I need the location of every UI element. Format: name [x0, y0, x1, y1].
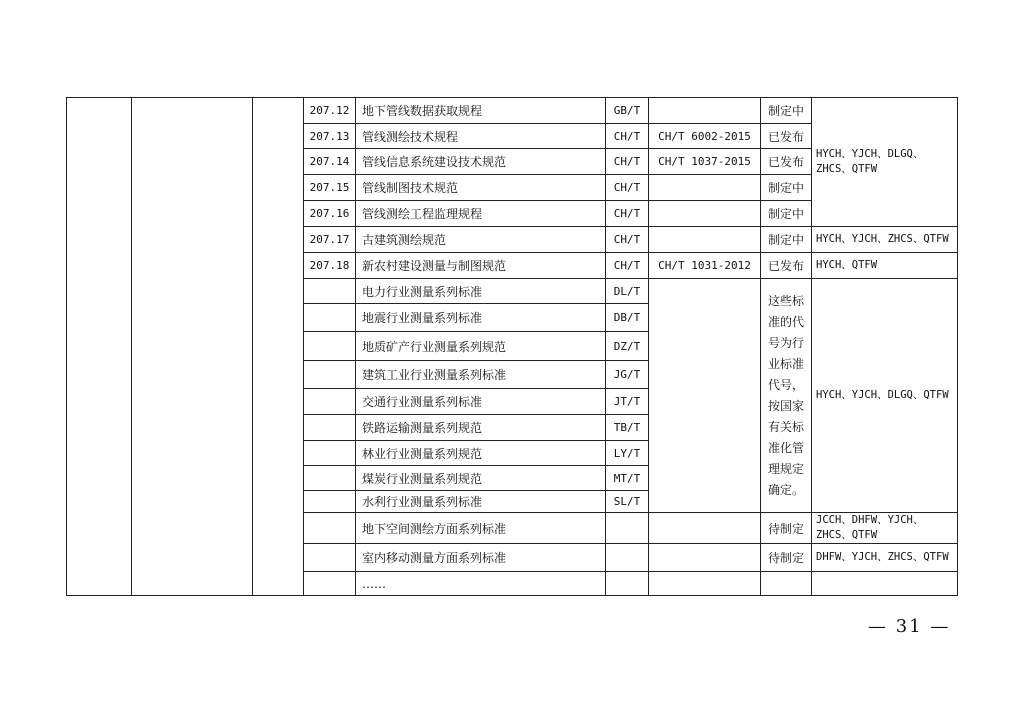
- standard-no: CH/T 1037-2015: [649, 149, 761, 175]
- standard-no: [649, 572, 761, 596]
- standard-number: [304, 466, 356, 491]
- units-cell: JCCH、DHFW、YJCH、ZHCS、QTFW: [812, 513, 958, 544]
- standard-number: 207.12: [304, 98, 356, 124]
- standard-name: 林业行业测量系列规范: [356, 441, 606, 466]
- standard-no: CH/T 6002-2015: [649, 124, 761, 149]
- standard-number: [304, 389, 356, 415]
- standard-no: [649, 175, 761, 201]
- standard-number: [304, 441, 356, 466]
- standard-code: CH/T: [606, 253, 649, 279]
- standard-number: 207.18: [304, 253, 356, 279]
- standard-name: 地下管线数据获取规程: [356, 98, 606, 124]
- standard-code: SL/T: [606, 491, 649, 513]
- units-cell: [812, 572, 958, 596]
- status-cell: 制定中: [761, 98, 812, 124]
- standard-number: 207.17: [304, 227, 356, 253]
- standard-number: [304, 415, 356, 441]
- standard-name: 铁路运输测量系列规范: [356, 415, 606, 441]
- standard-number: 207.15: [304, 175, 356, 201]
- standard-name: 电力行业测量系列标准: [356, 279, 606, 304]
- units-cell: HYCH、YJCH、ZHCS、QTFW: [812, 227, 958, 253]
- status-cell: [761, 572, 812, 596]
- status-cell: 制定中: [761, 227, 812, 253]
- standard-number: [304, 572, 356, 596]
- standard-number: 207.14: [304, 149, 356, 175]
- standard-name: 管线制图技术规范: [356, 175, 606, 201]
- standard-name: ……: [356, 572, 606, 596]
- standard-number: [304, 544, 356, 572]
- standard-number: 207.13: [304, 124, 356, 149]
- standard-code: LY/T: [606, 441, 649, 466]
- standard-code: JT/T: [606, 389, 649, 415]
- units-cell: DHFW、YJCH、ZHCS、QTFW: [812, 544, 958, 572]
- standard-name: 管线测绘工程监理规程: [356, 201, 606, 227]
- standard-number: [304, 513, 356, 544]
- blank-cell: [67, 98, 132, 596]
- status-cell: 已发布: [761, 253, 812, 279]
- standard-name: 新农村建设测量与制图规范: [356, 253, 606, 279]
- standard-name: 交通行业测量系列标准: [356, 389, 606, 415]
- standard-code: [606, 513, 649, 544]
- standard-name: 管线测绘技术规程: [356, 124, 606, 149]
- standard-code: CH/T: [606, 175, 649, 201]
- standard-number: [304, 304, 356, 332]
- standard-code: CH/T: [606, 149, 649, 175]
- standard-name: 地质矿产行业测量系列规范: [356, 332, 606, 361]
- standard-code: DB/T: [606, 304, 649, 332]
- standard-code: DL/T: [606, 279, 649, 304]
- status-cell: 已发布: [761, 149, 812, 175]
- standards-table: [66, 97, 958, 596]
- standard-name: 地下空间测绘方面系列标准: [356, 513, 606, 544]
- industry-note: 这些标准的代号为行业标准代号，按国家有关标准化管理规定确定。: [761, 279, 812, 513]
- units-cell: HYCH、QTFW: [812, 253, 958, 279]
- standard-number: [304, 332, 356, 361]
- standard-name: 管线信息系统建设技术规范: [356, 149, 606, 175]
- standard-name: 水利行业测量系列标准: [356, 491, 606, 513]
- standard-code: DZ/T: [606, 332, 649, 361]
- standard-code: JG/T: [606, 361, 649, 389]
- standard-name: 地震行业测量系列标准: [356, 304, 606, 332]
- status-cell: 制定中: [761, 175, 812, 201]
- status-cell: 制定中: [761, 201, 812, 227]
- page-number: — 31 —: [868, 616, 951, 637]
- units-cell: HYCH、YJCH、DLGQ、ZHCS、QTFW: [812, 98, 958, 227]
- standard-no: [649, 98, 761, 124]
- standard-no: CH/T 1031-2012: [649, 253, 761, 279]
- status-cell: 待制定: [761, 513, 812, 544]
- table-row: [67, 98, 958, 124]
- standard-code: MT/T: [606, 466, 649, 491]
- blank-cell: [132, 98, 253, 596]
- standard-code: TB/T: [606, 415, 649, 441]
- standard-number: [304, 361, 356, 389]
- standard-number: [304, 279, 356, 304]
- standard-no: [649, 201, 761, 227]
- standard-number: 207.16: [304, 201, 356, 227]
- blank-cell: [253, 98, 304, 596]
- standard-name: 建筑工业行业测量系列标准: [356, 361, 606, 389]
- standard-no: [649, 279, 761, 513]
- status-cell: 已发布: [761, 124, 812, 149]
- standard-code: CH/T: [606, 227, 649, 253]
- standard-code: [606, 544, 649, 572]
- standard-number: [304, 491, 356, 513]
- units-cell: HYCH、YJCH、DLGQ、QTFW: [812, 279, 958, 513]
- standard-code: [606, 572, 649, 596]
- standard-no: [649, 544, 761, 572]
- standard-code: CH/T: [606, 124, 649, 149]
- standard-no: [649, 513, 761, 544]
- standard-code: GB/T: [606, 98, 649, 124]
- standard-name: 古建筑测绘规范: [356, 227, 606, 253]
- standard-name: 室内移动测量方面系列标准: [356, 544, 606, 572]
- standard-code: CH/T: [606, 201, 649, 227]
- status-cell: 待制定: [761, 544, 812, 572]
- standard-no: [649, 227, 761, 253]
- standard-name: 煤炭行业测量系列规范: [356, 466, 606, 491]
